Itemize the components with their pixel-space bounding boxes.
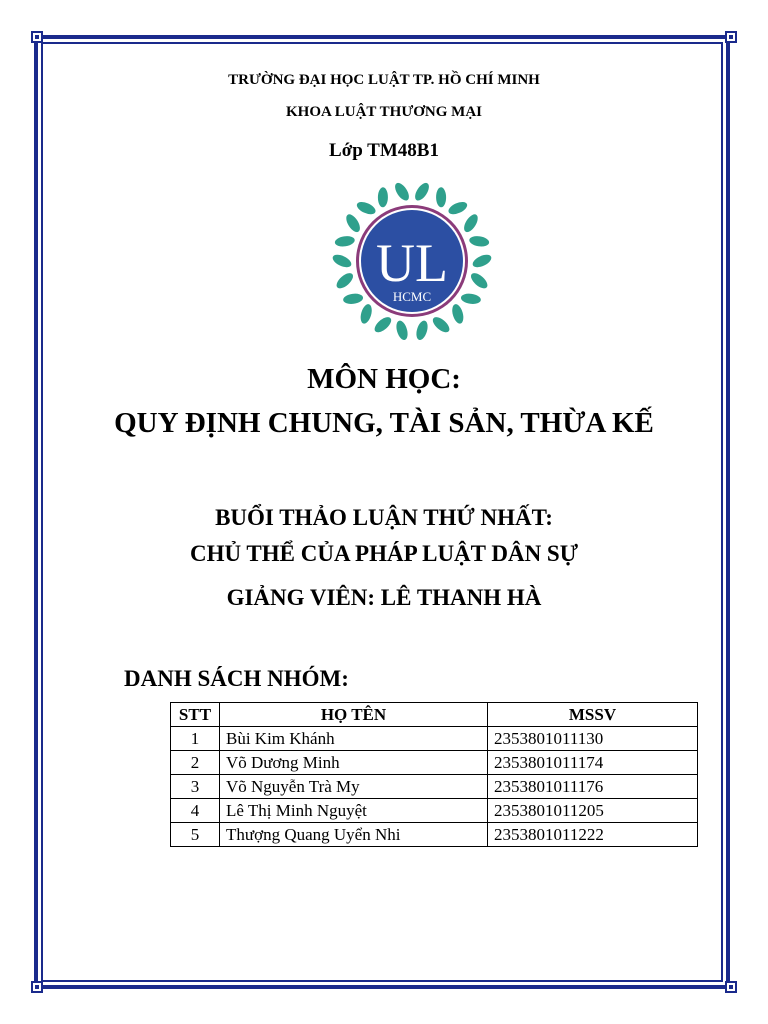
table-row: [171, 775, 698, 799]
logo-monogram: UL: [376, 233, 448, 293]
faculty-name: KHOA LUẬT THƯƠNG MẠI: [286, 104, 482, 120]
column-header-stt: STT: [171, 703, 220, 727]
member-student-id: 2353801011205: [488, 799, 698, 823]
laurel-leaf: [461, 212, 480, 234]
subject-name: QUY ĐỊNH CHUNG, TÀI SẢN, THỪA KẾ: [114, 407, 654, 439]
row-number: 1: [171, 727, 220, 751]
laurel-leaf: [334, 235, 355, 248]
border-corner-ornament: [725, 31, 737, 43]
member-name: Bùi Kim Khánh: [220, 727, 488, 751]
laurel-leaf: [469, 235, 490, 248]
laurel-leaf: [460, 293, 481, 306]
member-name: Võ Dương Minh: [220, 751, 488, 775]
table-row: [171, 823, 698, 847]
laurel-leaf: [331, 252, 353, 270]
class-name: Lớp TM48B1: [329, 140, 439, 161]
laurel-leaf: [394, 319, 409, 341]
lecturer-name: GIẢNG VIÊN: LÊ THANH HÀ: [226, 585, 542, 610]
table-row: [171, 799, 698, 823]
session-title: BUỔI THẢO LUẬN THỨ NHẤT:: [215, 505, 553, 530]
border-corner-ornament: [31, 981, 43, 993]
row-number: 2: [171, 751, 220, 775]
laurel-leaf: [392, 181, 411, 203]
laurel-leaf: [414, 319, 429, 341]
row-number: 3: [171, 775, 220, 799]
subject-label: MÔN HỌC:: [307, 363, 461, 395]
row-number: 5: [171, 823, 220, 847]
group-list-title: DANH SÁCH NHÓM:: [124, 666, 349, 691]
university-logo: [331, 180, 493, 342]
logo-caption: HCMC: [392, 289, 432, 304]
table-row: [171, 727, 698, 751]
laurel-leaf: [436, 187, 446, 207]
laurel-leaf: [372, 314, 394, 335]
member-name: Võ Nguyễn Trà My: [220, 775, 488, 799]
column-header-name: HỌ TÊN: [220, 703, 488, 727]
university-name: TRƯỜNG ĐẠI HỌC LUẬT TP. HỒ CHÍ MINH: [228, 72, 540, 88]
laurel-leaf: [334, 270, 356, 291]
border-corner-ornament: [725, 981, 737, 993]
table-header-row: [171, 703, 698, 727]
member-student-id: 2353801011174: [488, 751, 698, 775]
laurel-leaf: [430, 314, 452, 335]
laurel-leaf: [471, 252, 493, 270]
row-number: 4: [171, 799, 220, 823]
column-header-student-id: MSSV: [488, 703, 698, 727]
member-student-id: 2353801011176: [488, 775, 698, 799]
laurel-leaf: [412, 181, 431, 203]
laurel-leaf: [343, 293, 364, 306]
laurel-leaf: [468, 270, 490, 291]
member-student-id: 2353801011222: [488, 823, 698, 847]
table-row: [171, 751, 698, 775]
laurel-leaf: [359, 303, 374, 325]
member-name: Thượng Quang Uyển Nhi: [220, 823, 488, 847]
border-corner-ornament: [31, 31, 43, 43]
laurel-leaf: [344, 212, 363, 234]
laurel-leaf: [447, 199, 469, 216]
member-name: Lê Thị Minh Nguyệt: [220, 799, 488, 823]
session-topic: CHỦ THỂ CỦA PHÁP LUẬT DÂN SỰ: [189, 541, 579, 566]
laurel-leaf: [378, 187, 388, 207]
group-member-table: [170, 702, 698, 847]
laurel-leaf: [355, 199, 377, 216]
laurel-leaf: [450, 303, 465, 325]
member-student-id: 2353801011130: [488, 727, 698, 751]
